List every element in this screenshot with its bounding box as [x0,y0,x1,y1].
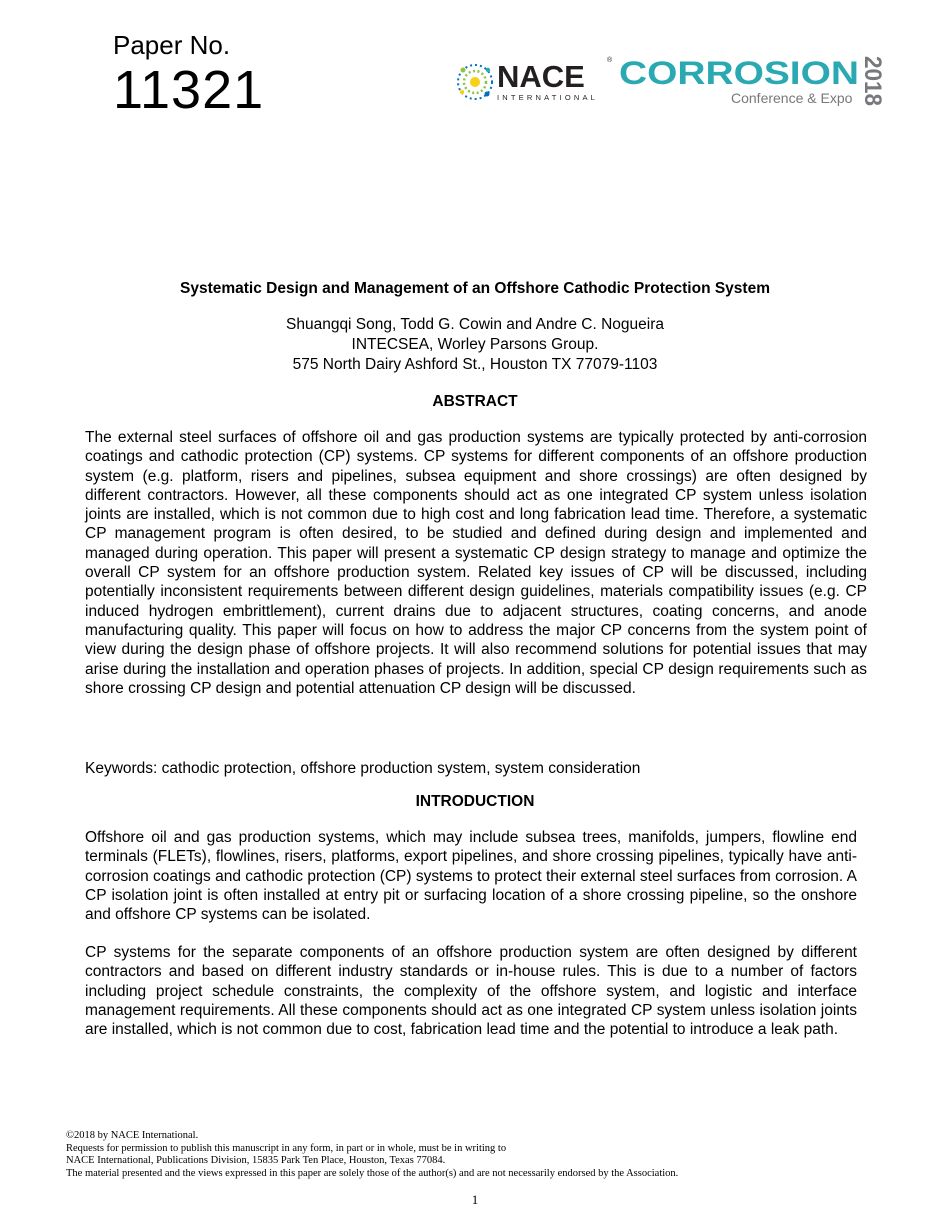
footer-line: Requests for permission to publish this manuscript in any form, in part or in whole, must be in writing to [66,1142,507,1154]
globe-icon [458,65,492,99]
introduction-heading: INTRODUCTION [415,793,535,810]
conference-expo-text: Conference & Expo [731,90,853,106]
author-affiliation: INTECSEA, Worley Parsons Group. [351,336,599,353]
nace-wordmark: NACE [497,59,585,94]
intro-paragraph-2: CP systems for the separate components of an offshore production system are often designed by different contractors and based on different industry standards or in-house rules. This is due to a number of factors including project schedule constraints, the complexity of the offshore system, and logistic and interface management requirements. All these components should act as one integrated CP system unless isolation joints are installed, which is not common due to cost, fabrication lead time and the potential to introduce a leak path. [85,944,857,1039]
nace-subtitle: INTERNATIONAL [497,93,599,102]
footer-line: ©2018 by NACE International. [66,1130,199,1141]
footer-line: NACE International, Publications Division, 15835 Park Ten Place, Houston, Texas 77084. [66,1155,446,1166]
paper-title: Systematic Design and Management of an Offshore Cathodic Protection System [180,280,770,297]
corrosion-wordmark: CORROSION [619,55,859,91]
author-names: Shuangqi Song, Todd G. Cowin and Andre C. Nogueira [286,316,664,333]
logo-graphic [453,50,898,110]
paper-number-label: Paper No. [113,30,231,60]
footer-line: The material presented and the views expressed in this paper are solely those of the author(s) and are not necessarily endorsed by the Association. [66,1167,679,1179]
page-number: 1 [471,1192,479,1207]
intro-paragraph-1: Offshore oil and gas production systems, which may include subsea trees, manifolds, jumpers, flowline end terminals (FLETs), flowlines, risers, platforms, export pipelines, and shore crossing pipelines, typically have anti-corrosion coatings and cathodic protection (CP) systems to protect their external steel surfaces from corrosion. A CP isolation joint is often installed at entry pit or surfacing location of a shore crossing pipeline, so the onshore and offshore CP systems can be isolated. [85,829,857,924]
author-address: 575 North Dairy Ashford St., Houston TX 77079-1103 [292,356,658,373]
paper-number: 11321 [113,60,265,120]
keywords: Keywords: cathodic protection, offshore production system, system consideration [85,760,641,777]
svg-text:®: ® [607,57,613,64]
year-text: 2018 [859,56,886,110]
author-block [0,315,950,375]
copyright-footer [66,1130,678,1180]
abstract-heading: ABSTRACT [432,393,518,410]
abstract-text: The external steel surfaces of offshore oil and gas production systems are typically protected by anti-corrosion coatings and cathodic protection (CP) systems. CP systems for different components of an offshore production system (e.g. platform, risers and pipelines, subsea equipment and shore crossings) are often designed by different contractors. However, all these components should act as one integrated CP system unless isolation joints are installed, which is not common due to high cost and long fabrication lead time. Therefore, a systematic CP management program is often desired, to be studied and defined during design and implemented and managed during operation. This paper will present a systematic CP design strategy to manage and optimize the overall CP system for an offshore production system. Related key issues of CP will be discussed, including potentially inconsistent requirements between different design guidelines, materials compatibility issues (e.g. CP induced hydrogen embrittlement), current drains due to adjacent structures, coating concerns, and anode manufacturing quality. This paper will focus on how to address the major CP concerns from the system point of view during the design phase of offshore projects. It will also recommend solutions for potential issues that may arise during the installation and operation phases of projects. In addition, special CP design requirements such as shore crossing CP design and potential attenuation CP design will be discussed. [85,429,867,697]
nace-corrosion-logo [453,50,898,110]
